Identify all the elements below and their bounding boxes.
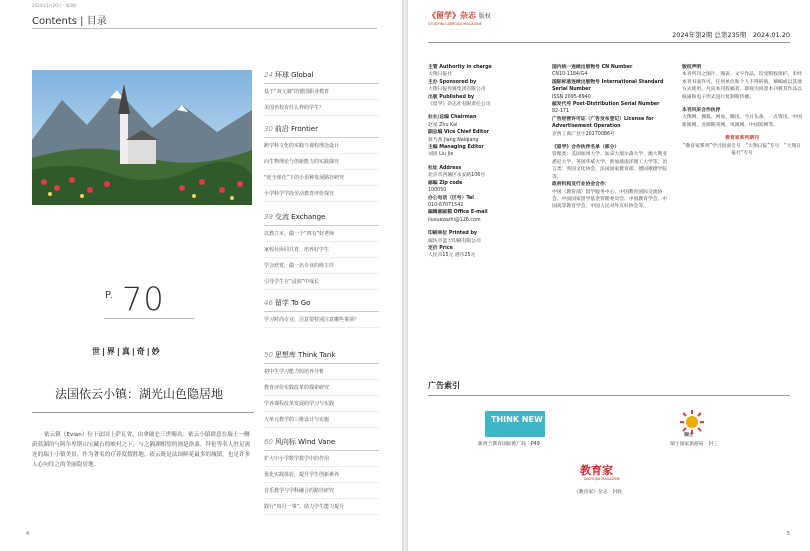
- partner-text: “教育家系列”学习指南专号 “大翔日报”专号 “大翔日报社”专号: [683, 143, 801, 157]
- title-rule: [32, 28, 377, 29]
- p-rule: [104, 318, 194, 319]
- toc-item[interactable]: 大单元教学的三维设计与实施: [264, 416, 379, 428]
- contents-page: [0, 0, 402, 551]
- toc-item[interactable]: 基于“双元制”的德国职业教育: [264, 88, 379, 100]
- section-num: 50: [264, 351, 273, 359]
- toc-item[interactable]: 跨学科文化的实践与课程理念设计: [264, 142, 379, 154]
- section-title: 思想库 Think Tank: [274, 351, 336, 359]
- toc-item[interactable]: 学养课程改革发展的学习与实践: [264, 400, 379, 412]
- section-exchange[interactable]: [264, 212, 379, 294]
- section-num: 30: [264, 125, 273, 133]
- toc-item[interactable]: 扩大中小学数学教学中的作用: [264, 455, 379, 467]
- colophon-entry: 社长/总编 Chairman 赵星 Zhu Kai: [428, 115, 477, 128]
- section-think-tank[interactable]: [264, 350, 379, 432]
- section-wind-vane[interactable]: [264, 437, 379, 519]
- magazine-sub: STUDYING ABROAD MAGAZINE: [428, 22, 482, 26]
- think-new-logo[interactable]: THINK NEW: [485, 411, 545, 437]
- contents-title: Contents | 目录: [32, 16, 107, 27]
- header-rule: [428, 42, 790, 43]
- section-num: 46: [264, 299, 273, 307]
- magazine-logo: [428, 10, 491, 21]
- section-title: 留学 To Go: [274, 299, 311, 307]
- colophon-entry: 社址 Address 北京市西城区永安路106号: [428, 165, 486, 179]
- section-num: 24: [264, 71, 273, 79]
- colophon-entry: 本刊风采合作伙伴 大翔网、搜狐、网易、腾讯、今日头条、一点资讯、中国新闻网、龙源期刊网、凤凰网、中国知网等。: [682, 108, 802, 128]
- toc-item[interactable]: 学习时尚专业，注意要特别注意哪些事项？: [264, 316, 379, 328]
- colophon-col-3: [682, 64, 802, 157]
- colophon-col-2: [552, 64, 670, 211]
- colophon-entry: 编辑部邮箱 Office E-mail liuxuezazhi@126.com: [428, 210, 488, 223]
- swiss-logo-text: 瑞士: [684, 433, 694, 438]
- magazine-name: 《留学》杂志: [428, 11, 476, 20]
- colophon-entry: 出版 Published by 《留学》杂志社有限责任公司: [428, 94, 491, 108]
- toc-item[interactable]: 以教立本、做一个“四有”好老师: [264, 230, 379, 242]
- toc-item[interactable]: 向生物理论与创新能力的实践探究: [264, 158, 379, 170]
- section-num: 60: [264, 438, 273, 446]
- toc-item[interactable]: 美国名校有什么样的学生？: [264, 104, 379, 116]
- partner-label: 教育家系列期刊: [725, 136, 759, 142]
- cover-photo: [32, 70, 252, 205]
- colophon-entry: 副总编 Vice Chief Editor 蒋乃茜 Jiang Naiqiang: [428, 130, 489, 143]
- toc-item[interactable]: 践行“每月一事”，助力学生能力提升: [264, 503, 379, 515]
- series-title: 世|界|真|奇|妙: [92, 347, 162, 356]
- feature-rule: [32, 412, 254, 413]
- toc-item[interactable]: 小学科学学段劳动教育评价探究: [264, 190, 379, 202]
- section-frontier[interactable]: [264, 124, 379, 206]
- ad-caption: 新西兰教育国际推广局 P49: [478, 442, 540, 447]
- toc-item[interactable]: 优化实践体验，提升学生创新素养: [264, 471, 379, 483]
- issue-info: 2024年第2期 总第235期 2024.01.20: [672, 31, 790, 39]
- section-title: 风向标 Wind Vane: [274, 438, 336, 446]
- toc-item[interactable]: 引导学生在“浸润”中成长: [264, 278, 379, 290]
- colophon-entry: 办公电话（区号）Tel 010-67071542: [428, 195, 474, 208]
- section-global[interactable]: [264, 70, 379, 120]
- section-to-go[interactable]: [264, 298, 379, 332]
- edu-logo-sub: JIAOYUJIA MAGAZINE: [584, 477, 620, 481]
- toc-item[interactable]: 音乐教学与学科融合的路径研究: [264, 487, 379, 499]
- colophon-entry: 邮发代号 Post-Distribution Serial Number 82-171: [552, 102, 660, 115]
- section-title: 环球 Global: [274, 71, 314, 79]
- colophon-entry: 国内统一连续出版物号 CN Number CN10-1184/G4: [552, 65, 633, 78]
- colophon-entry: 主编 Managing Editor 刘清 Liu Jie: [428, 145, 484, 158]
- section-num: 38: [264, 213, 273, 221]
- toc-item[interactable]: 家校社协同共育，培养好学生: [264, 246, 379, 258]
- toc-item[interactable]: 学会欣赏，做一名专业的班主任: [264, 262, 379, 274]
- section-title: 交流 Exchange: [274, 213, 326, 221]
- edu-logo[interactable]: 教育家: [580, 464, 613, 477]
- colophon-entry: 印刷单位 Printed by 廊坊市蓝天印刷有限公司: [428, 231, 481, 244]
- colophon-page: [408, 0, 810, 551]
- colophon-entry: 国际标准连续出版物号 International Standard Serial Number ISSN 2095-6940: [552, 79, 664, 100]
- feature-title: 法国依云小镇：湖光山色隐居地: [55, 387, 224, 401]
- colophon-entry: 政府机构及行业协会合作： 中国（教育部）留学服务中心、中国教育国际交流协会、中国国家留学基金管理委员会、中国教育学会、中国高等教育学会、中国人民对外友好协会等。: [552, 182, 668, 210]
- ad-index-title: 广告索引: [428, 381, 460, 390]
- ad-rule: [428, 395, 790, 396]
- ad-caption: 《教育家》杂志 封底: [574, 490, 622, 495]
- feature-body: 依云镇（Evian）位于法国上萨瓦省，由拿破仑三世赐名。依云小镇肆意在瑞士一侧蔚蓝湖泊与阿尔卑斯山宝藏石的映衬之下，与之隔湖相望的则是洛桑。拜伦等名人驻足流连的瑞士小镇美景。作为著名的疗养度假胜地，依云既是法国鲜花最多的城镇，也是许多人心向往之的美丽隐居地。: [32, 432, 251, 468]
- running-head: 2024年1月20日 · 第2期: [32, 3, 77, 8]
- toc-item[interactable]: “逆全球化”下的小语种发展路径研究: [264, 174, 379, 186]
- feature-page-number: 70: [122, 280, 165, 318]
- colophon-entry: 《留学》合作伙伴名单（部分） 管理类：美国加州大学、加拿大瑞尔森大学、澳大利亚悉尼大学、英国华威大学、新加坡南洋理工大学等。语言类：英国文化协会、法国国家教育部、德国歌德学院等。: [552, 145, 668, 180]
- colophon-entry: 广告经营许可证（广告发布登记）License for Advertisement Operation 京西工商广登字20170086号: [552, 116, 654, 137]
- colophon-entry: 定价 Price 人民币15元 港币25元: [428, 245, 476, 259]
- colophon-entry: 主管 Authority in charge 大翔日报社: [428, 65, 492, 78]
- page-number: 5: [786, 531, 790, 537]
- colophon-col-1: [428, 64, 543, 260]
- page-number: 4: [26, 531, 30, 537]
- toc-item[interactable]: 初中生学习能力的培养分析: [264, 368, 379, 380]
- ad-caption: 瑞士国家旅游局 封三: [670, 442, 718, 447]
- page-label: P.: [105, 290, 113, 301]
- toc-item[interactable]: 教育评价实践改革的探索研究: [264, 384, 379, 396]
- colophon-entry: 主办 Sponsored by 大翔日报传媒集团有限公司: [428, 79, 486, 93]
- section-title: 前沿 Frontier: [274, 125, 318, 133]
- colophon-entry: 邮编 Zip code 100050: [428, 180, 463, 194]
- colophon-entry: 版权声明 本刊所刊之图片、图表、文字作品，均受版权保护。未经本刊书面许可，任何单位和个人不得转载、摘编或以其他方式使用。凡向本刊投稿者，即视为同意本刊将其作品以纸质和电子形式进行复制和传播。: [682, 65, 802, 100]
- colophon-label: 版权: [478, 13, 491, 20]
